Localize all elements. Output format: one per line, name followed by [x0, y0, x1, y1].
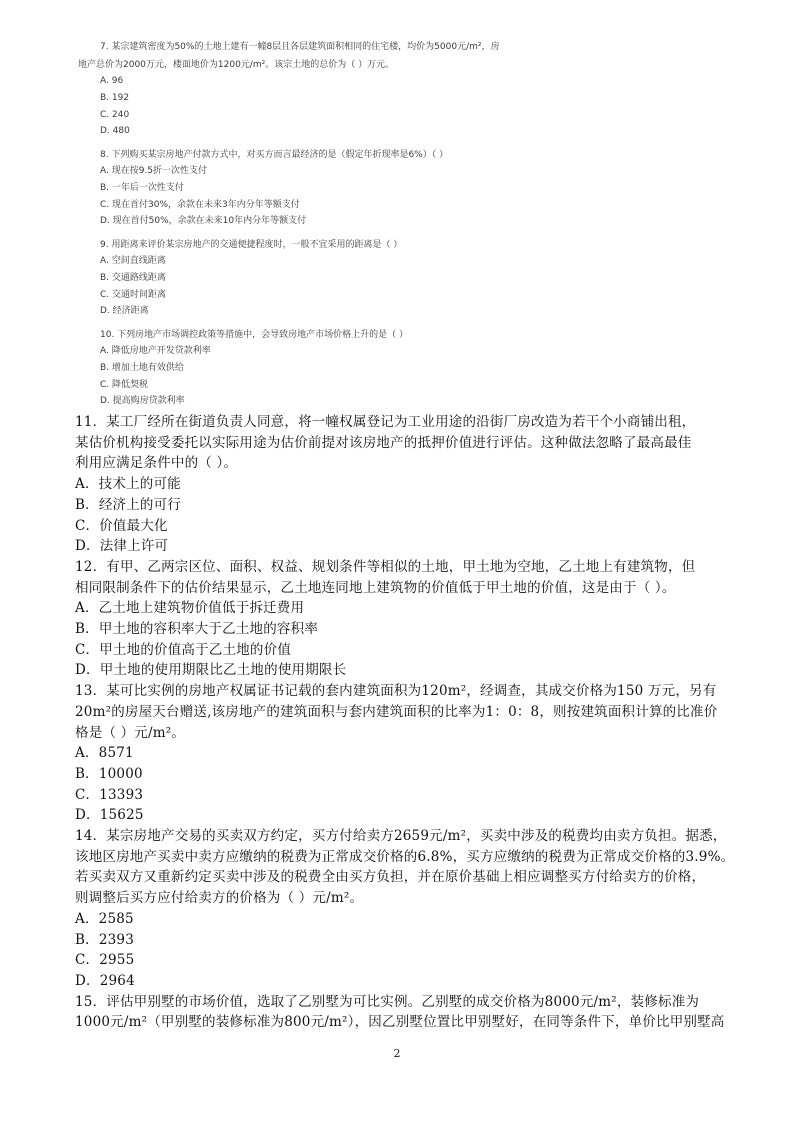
q11-stem-line-2: 某估价机构接受委托以实际用途为估价前提对该房地产的抵押价值进行评估。这种做法忽略了最高最佳 — [75, 434, 692, 451]
q13-stem-line-1: 13．某可比实例的房地产权属证书记载的套内建筑面积为120m²，经调查，其成交价格为150 万元，另有 — [75, 683, 717, 700]
q8-stem-line-1: 8. 下列购买某宗房地产付款方式中，对买方而言最经济的是（假定年折现率是6%）（ ） — [100, 150, 449, 160]
q10-option-a: A. 降低房地产开发贷款利率 — [100, 346, 211, 356]
q7-option-d: D. 480 — [100, 126, 130, 136]
question-13 — [75, 681, 725, 826]
q9-stem-line-1: 9. 用距离来评价某宗房地产的交通便捷程度时，一般不宜采用的距离是（ ） — [100, 240, 403, 250]
q7-stem-line-1: 7. 某宗建筑密度为50%的土地上建有一幢8层且各层建筑面积相同的住宅楼，均价为5000元/m²，房 — [100, 42, 500, 52]
q8-option-d: D. 现在首付50%，余款在未来10年内分年等额支付 — [100, 216, 307, 226]
q11-stem-line-3: 利用应满足条件中的（ ）。 — [75, 455, 238, 472]
q14-stem-line-2: 该地区房地产买卖中卖方应缴纳的税费为正常成交价格的6.8%，买方应缴纳的税费为正常成交价格的3.9%。 — [75, 848, 735, 865]
q11-stem-line-1: 11．某工厂经所在街道负责人同意，将一幢权属登记为工业用途的沿街厂房改造为若干个小商铺出租， — [75, 414, 696, 430]
scanned-questions-section — [0, 0, 794, 410]
q12-option-b: B．甲土地的容积率大于乙土地的容积率 — [75, 621, 319, 638]
q10-option-c: C. 降低契税 — [100, 380, 149, 390]
q15-stem-line-2: 1000元/m²（甲别墅的装修标准为800元/m²），因乙别墅位置比甲别墅好，在同等条件下，单价比甲别墅高 — [75, 1014, 725, 1031]
main-questions-section — [75, 412, 735, 1033]
q12-option-a: A．乙土地上建筑物价值低于拆迁费用 — [75, 600, 305, 617]
q11-option-c: C．价值最大化 — [75, 517, 168, 534]
question-15 — [75, 992, 725, 1033]
q14-stem-line-1: 14．某宗房地产交易的买卖双方约定，买方付给卖方2659元/m²，买卖中涉及的税费均由卖方负担。据悉， — [75, 828, 727, 845]
q8-option-c: C. 现在首付30%，余款在未来3年内分年等额支付 — [100, 200, 300, 210]
question-14 — [75, 826, 735, 992]
q13-option-a: A．8571 — [75, 745, 134, 762]
q11-option-a: A．技术上的可能 — [75, 476, 181, 493]
q13-option-c: C．13393 — [75, 786, 144, 803]
q7-option-c: C. 240 — [100, 110, 130, 120]
q10-option-d: D. 提高购房贷款利率 — [100, 396, 185, 406]
q9-option-c: C. 交通时间距离 — [100, 290, 167, 300]
q14-stem-line-4: 则调整后买方应付给卖方的价格为（ ）元/m²。 — [75, 890, 364, 907]
q13-option-b: B．10000 — [75, 765, 143, 782]
q13-option-d: D．15625 — [75, 807, 144, 824]
q11-option-d: D．法律上许可 — [75, 538, 169, 555]
q7-option-b: B. 192 — [100, 93, 130, 103]
q14-option-a: A．2585 — [75, 910, 134, 927]
q8-option-a: A. 现在按9.5折一次性支付 — [100, 166, 208, 176]
q10-stem-line-1: 10. 下列房地产市场调控政策等措施中，会导致房地产市场价格上升的是（ ） — [100, 330, 409, 340]
q10-option-b: B. 增加土地有效供给 — [100, 363, 184, 373]
q7-option-a: A. 96 — [100, 76, 124, 86]
q9-option-a: A. 空间直线距离 — [100, 256, 166, 266]
q13-stem-line-2: 20m²的房屋天台赠送,该房地产的建筑面积与套内建筑面积的比率为1：0：8，则按建筑面积计算的比准价 — [75, 703, 718, 720]
q12-option-d: D．甲土地的使用期限比乙土地的使用期限长 — [75, 662, 347, 679]
q15-stem-line-1: 15．评估甲别墅的市场价值，选取了乙别墅为可比实例。乙别墅的成交价格为8000元/m²，装修标准为 — [75, 993, 700, 1010]
q14-option-b: B．2393 — [75, 931, 134, 948]
q9-option-b: B. 交通路线距离 — [100, 273, 166, 283]
q9-option-d: D. 经济距离 — [100, 306, 149, 316]
question-11 — [75, 412, 725, 557]
question-12 — [75, 557, 725, 681]
q12-stem-line-1: 12．有甲、乙两宗区位、面积、权益、规划条件等相似的土地，甲土地为空地，乙土地上有建筑物，但 — [75, 558, 696, 575]
q14-option-c: C．2955 — [75, 952, 135, 969]
q14-stem-line-3: 若买卖双方又重新约定买卖中涉及的税费全由买方负担，并在原价基础上相应调整买方付给卖方的价格， — [75, 869, 706, 886]
page-number: 2 — [393, 1047, 401, 1060]
q12-stem-line-2: 相同限制条件下的估价结果显示，乙土地连同地上建筑物的价值低于甲土地的价值，这是由于（ ）。 — [75, 579, 676, 596]
q12-option-c: C．甲土地的价值高于乙土地的价值 — [75, 641, 292, 658]
q13-stem-line-3: 格是（ ）元/m²。 — [75, 724, 186, 741]
q11-option-b: B．经济上的可行 — [75, 496, 182, 513]
q8-option-b: B. 一年后一次性支付 — [100, 183, 184, 193]
q14-option-d: D．2964 — [75, 972, 135, 989]
q7-stem-line-2: 地产总价为2000万元，楼面地价为1200元/m²。该宗土地的总价为（ ）万元。 — [78, 60, 395, 70]
